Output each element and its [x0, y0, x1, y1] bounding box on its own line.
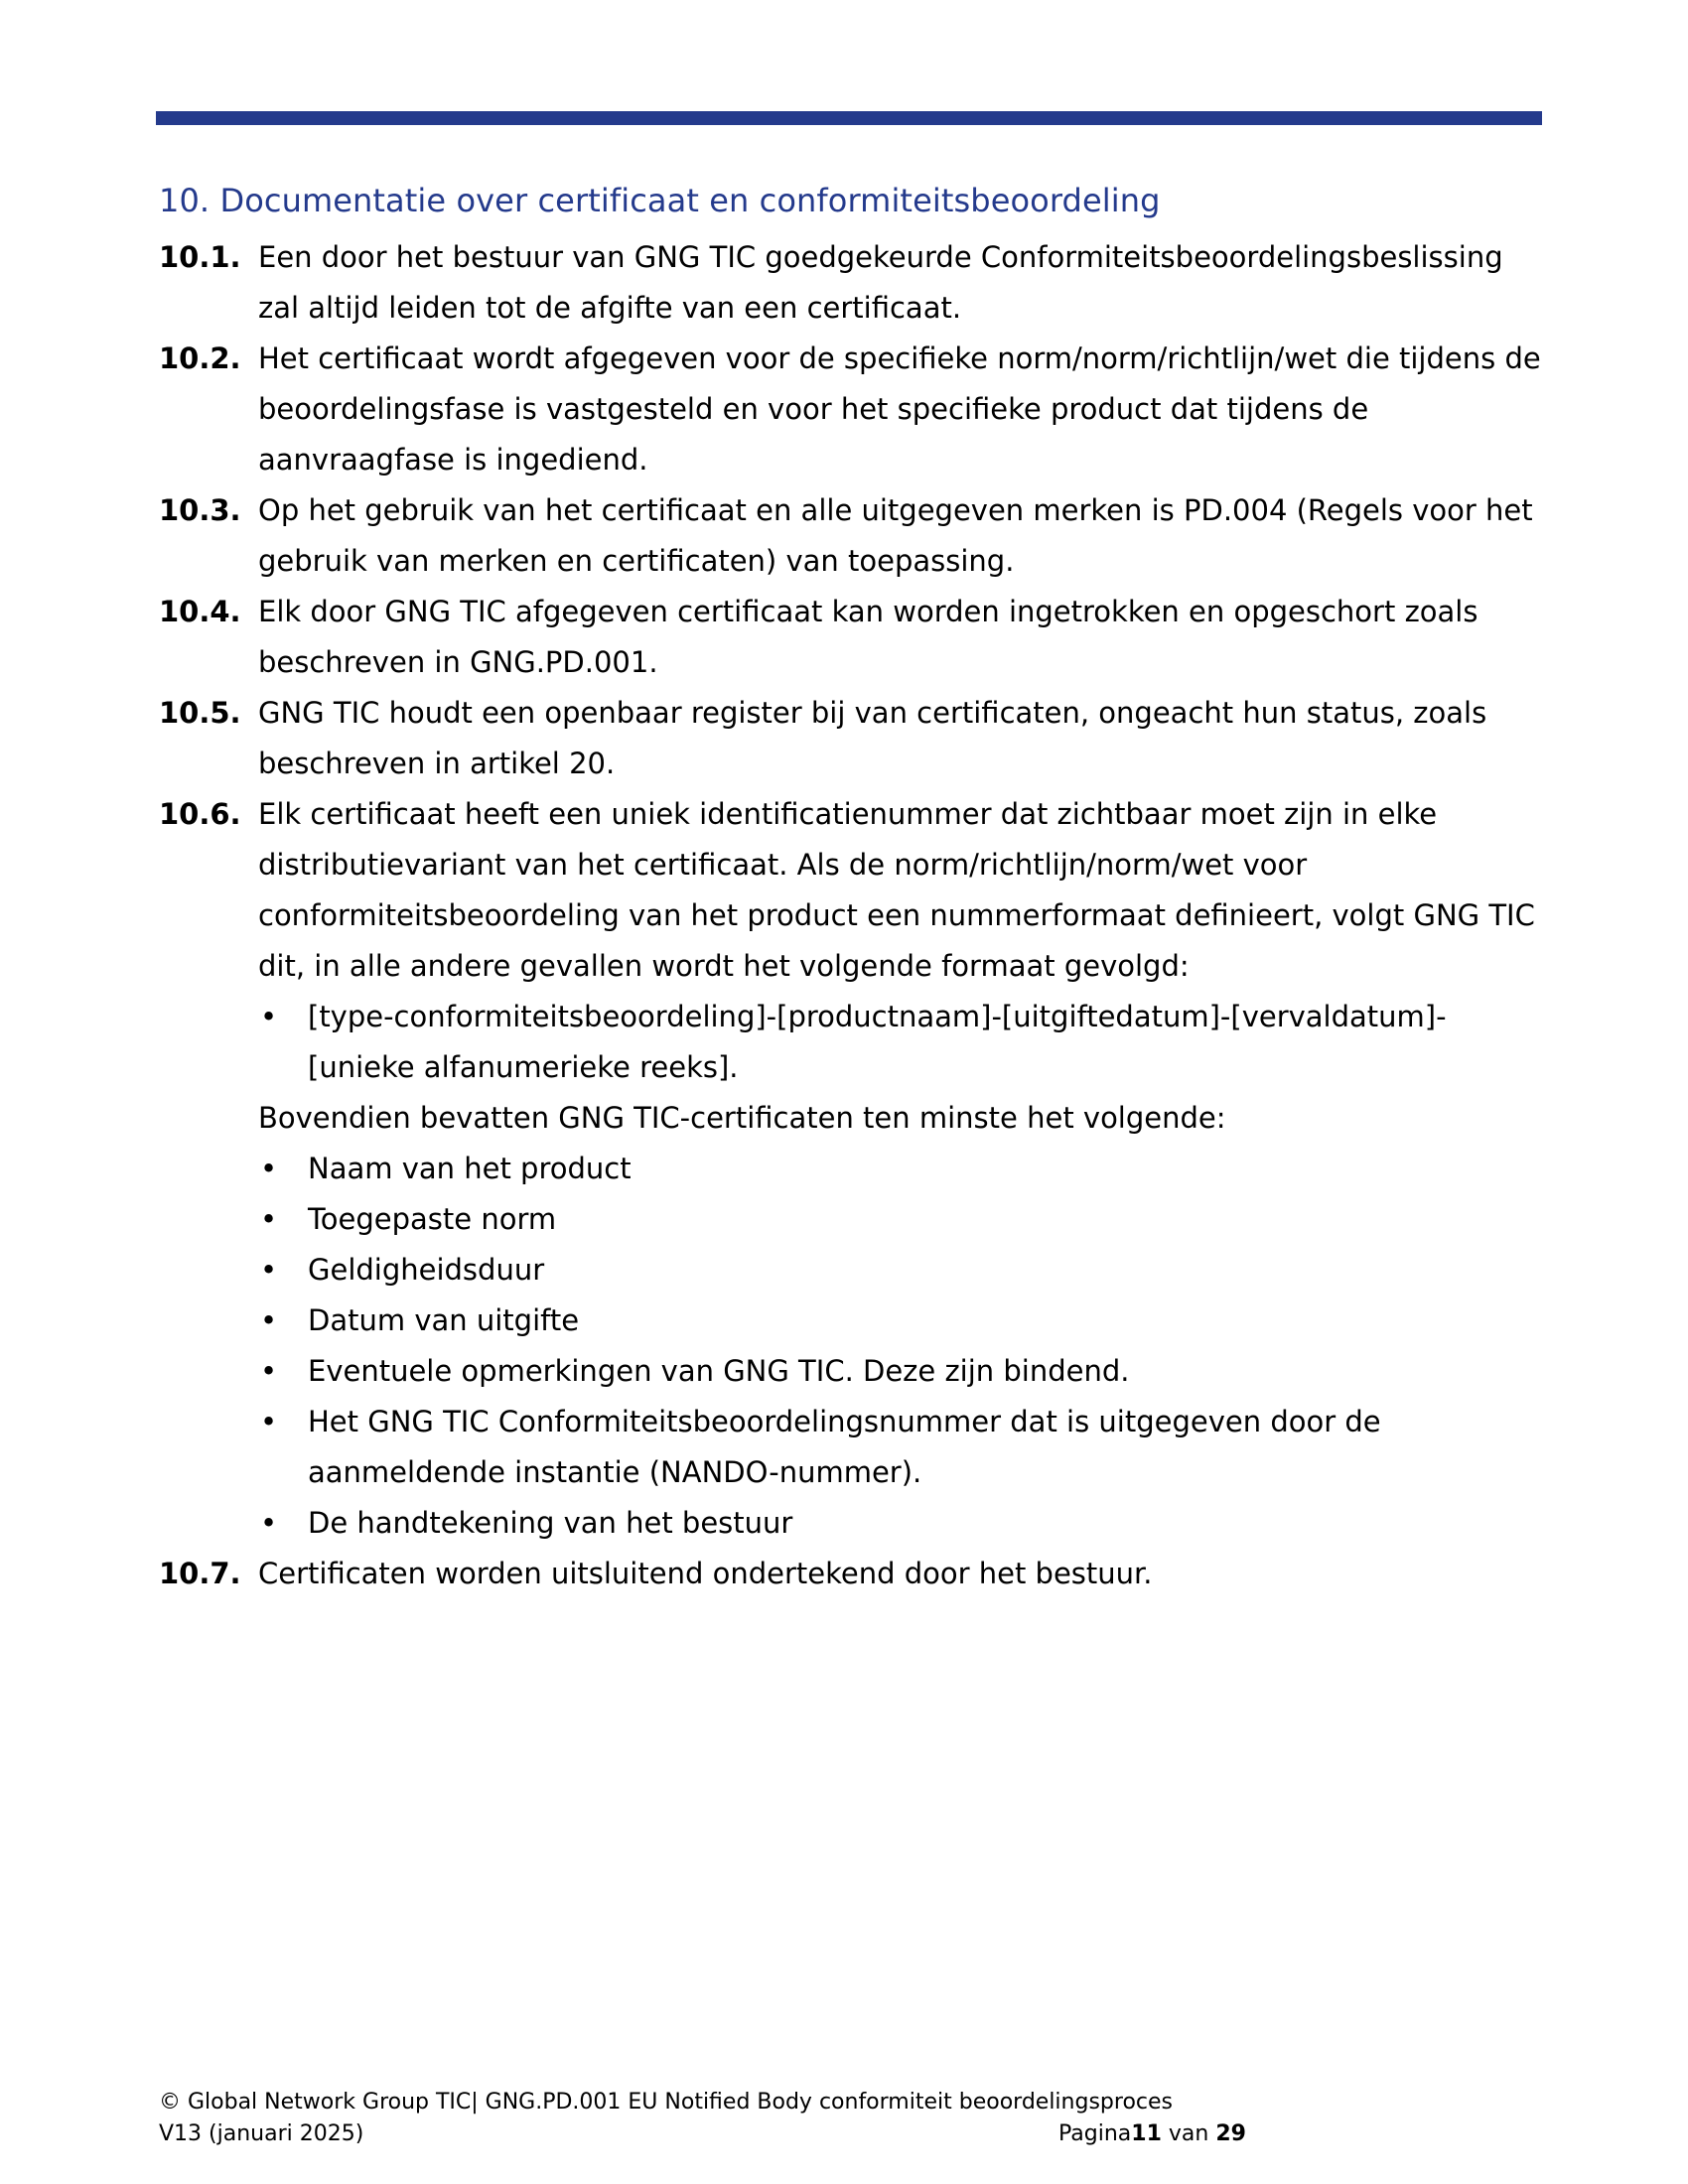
document-body: [159, 232, 1545, 1599]
paragraph-text: Certificaten worden uitsluitend ondertekend door het bestuur.: [258, 1557, 1153, 1590]
paragraph-number: 10.6.: [159, 797, 241, 831]
list-item-text: De handtekening van het bestuur: [308, 1506, 793, 1540]
list-item: [258, 992, 1545, 1093]
list-item-text: Eventuele opmerkingen van GNG TIC. Deze zijn bindend.: [308, 1354, 1130, 1388]
list-item: [258, 1397, 1545, 1498]
paragraph-text: GNG TIC houdt een openbaar register bij van certificaten, ongeacht hun status, zoals beschreven in artikel 20.: [258, 696, 1487, 780]
bullet-icon: •: [260, 1202, 278, 1236]
list-item: [258, 1296, 1545, 1346]
paragraph-number: 10.1.: [159, 240, 241, 274]
paragraph-text: Het certificaat wordt afgegeven voor de specifieke norm/norm/richtlijn/wet die tijdens de beoordelingsfase is vastgesteld en voor het specifieke product dat tijdens de aanvraagfase is ingediend.: [258, 341, 1541, 477]
followup-text: Bovendien bevatten GNG TIC-certificaten ten minste het volgende:: [258, 1101, 1226, 1135]
paragraph-10-7: [159, 1549, 1545, 1599]
footer-version: V13 (januari 2025): [159, 2121, 364, 2146]
page-of: van: [1161, 2121, 1216, 2146]
bullet-icon: •: [260, 1152, 278, 1185]
paragraph-10-4: [159, 587, 1545, 688]
paragraph-text: Elk door GNG TIC afgegeven certificaat kan worden ingetrokken en opgeschort zoals beschreven in GNG.PD.001.: [258, 595, 1478, 679]
bullet-icon: •: [260, 1354, 278, 1388]
format-bullet-list: [258, 992, 1545, 1093]
header-rule: [156, 111, 1542, 125]
list-item-text: Toegepaste norm: [308, 1202, 557, 1236]
paragraph-number: 10.4.: [159, 595, 241, 628]
paragraph-10-5: [159, 688, 1545, 789]
certificate-contents-list: [258, 1144, 1545, 1549]
paragraph-10-2: [159, 334, 1545, 485]
list-item-text: [type-conformiteitsbeoordeling]-[productnaam]-[uitgiftedatum]-[vervaldatum]-[unieke alfanumerieke reeks].: [308, 1000, 1447, 1084]
bullet-icon: •: [260, 1253, 278, 1287]
list-item-text: Geldigheidsduur: [308, 1253, 545, 1287]
page-current: 11: [1131, 2121, 1162, 2146]
page-total: 29: [1215, 2121, 1246, 2146]
list-item: [258, 1245, 1545, 1296]
list-item-text: Datum van uitgifte: [308, 1303, 580, 1337]
footer-copyright: © Global Network Group TIC| GNG.PD.001 EU Notified Body conformiteit beoordelingsproces: [159, 2090, 1173, 2115]
paragraph-number: 10.2.: [159, 341, 241, 375]
paragraph-text: Elk certificaat heeft een uniek identificatienummer dat zichtbaar moet zijn in elke distributievariant van het certificaat. Als de norm/richtlijn/norm/wet voor conformiteitsbeoordeling van het product een nummerformaat definieert, volgt GNG TIC dit, in alle andere gevallen wordt het volgende formaat gevolgd:: [258, 797, 1535, 983]
paragraph-number: 10.5.: [159, 696, 241, 730]
paragraph-number: 10.3.: [159, 493, 241, 527]
bullet-icon: •: [260, 1506, 278, 1540]
list-item-text: Het GNG TIC Conformiteitsbeoordelingsnummer dat is uitgegeven door de aanmeldende instantie (NANDO-nummer).: [308, 1405, 1381, 1489]
page-footer: [159, 2087, 1251, 2150]
paragraph-text: Op het gebruik van het certificaat en alle uitgegeven merken is PD.004 (Regels voor het gebruik van merken en certificaten) van toepassing.: [258, 493, 1533, 578]
bullet-icon: •: [260, 1405, 278, 1438]
section-heading: 10. Documentatie over certificaat en conformiteitsbeoordeling: [159, 182, 1161, 219]
page-number: [1058, 2118, 1246, 2150]
list-item: [258, 1194, 1545, 1245]
list-item: [258, 1498, 1545, 1549]
paragraph-10-6: [159, 789, 1545, 1549]
list-item-text: Naam van het product: [308, 1152, 632, 1185]
paragraph-10-1: [159, 232, 1545, 334]
footer-meta: [159, 2118, 1251, 2150]
bullet-icon: •: [260, 1000, 278, 1033]
list-item: [258, 1144, 1545, 1194]
bullet-icon: •: [260, 1303, 278, 1337]
page-label: Pagina: [1058, 2121, 1132, 2146]
paragraph-10-3: [159, 485, 1545, 587]
paragraph-number: 10.7.: [159, 1557, 241, 1590]
paragraph-text: Een door het bestuur van GNG TIC goedgekeurde Conformiteitsbeoordelingsbeslissing zal altijd leiden tot de afgifte van een certificaat.: [258, 240, 1503, 325]
list-item: [258, 1346, 1545, 1397]
